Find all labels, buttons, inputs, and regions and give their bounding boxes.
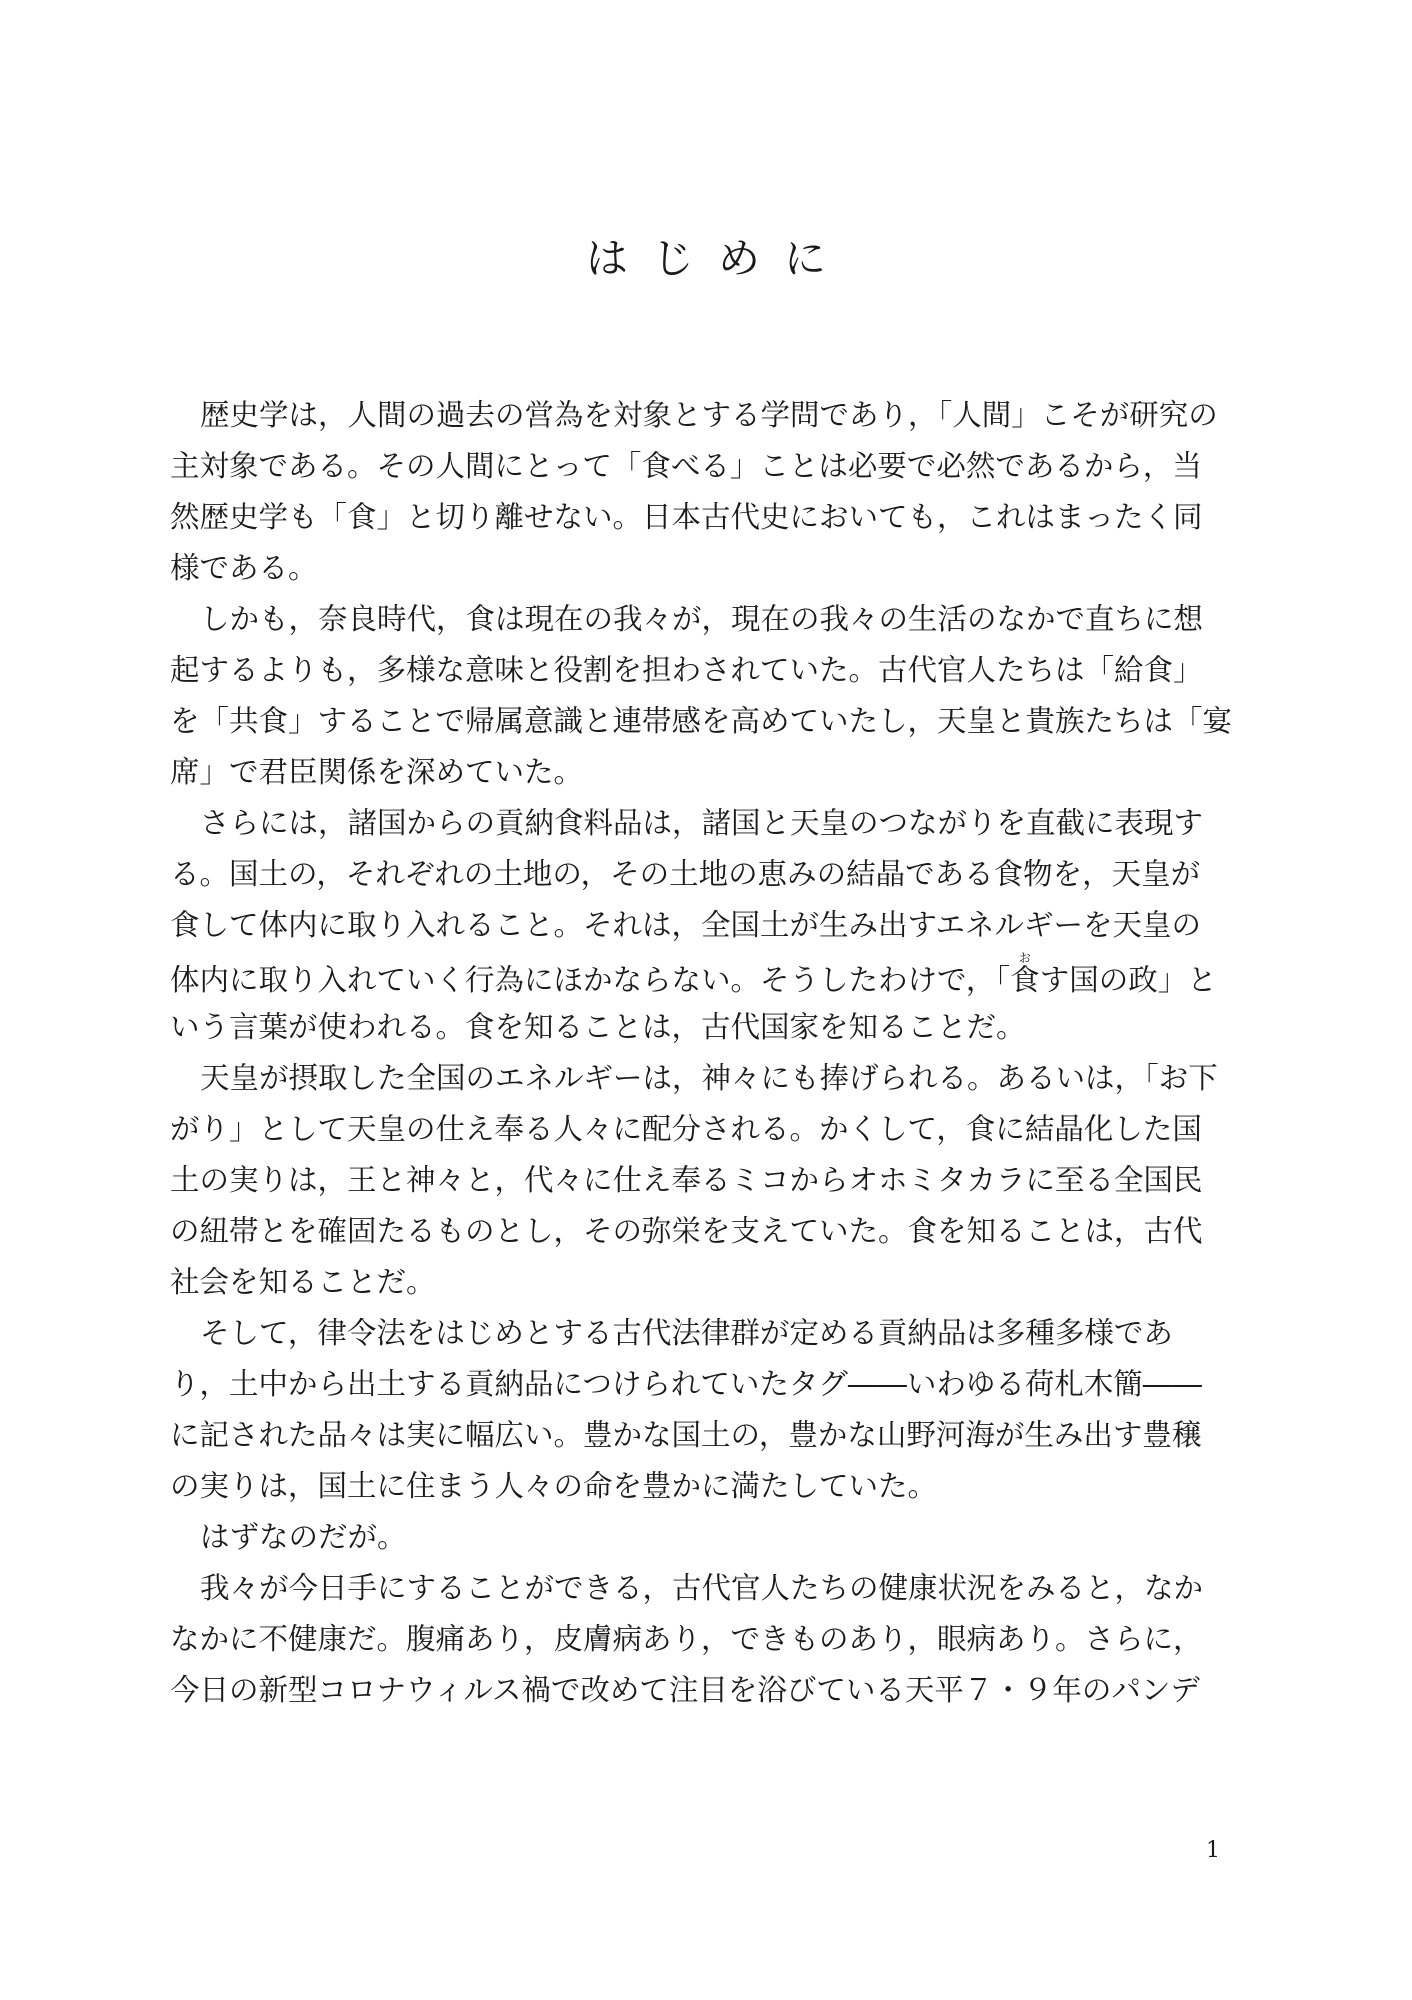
page-number: 1 [1206,1838,1220,1863]
text-line: 食して体内に取り入れること。それは，全国土が生み出すエネルギーを天皇の [170,908,1202,942]
text-line: いう言葉が使われる。食を知ることは，古代国家を知ることだ。 [170,1010,1026,1044]
text-line-with-ruby [170,951,1250,1002]
ruby-annotation [1010,951,1040,997]
text-line: 土の実りは，王と神々と，代々に仕え奉るミコからオホミタカラに至る全国民 [170,1163,1203,1197]
text-line: なかに不健康だ。腹痛あり，皮膚病あり，できものあり，眼病あり。さらに， [170,1622,1203,1656]
text-line: を「共食」することで帰属意識と連帯感を高めていたし，天皇と貴族たちは「宴 [170,704,1233,738]
text-line: 主対象である。その人間にとって「食べる」ことは必要で必然であるから，当 [170,449,1202,483]
text-line: 天皇が摂取した全国のエネルギーは，神々にも捧げられる。あるいは，「お下 [200,1061,1218,1095]
text-line: 様である。 [170,551,318,585]
ruby-reading: お [1010,951,1040,965]
text-line: 我々が今日手にすることができる，古代官人たちの健康状況をみると，なか [200,1571,1204,1605]
text-segment: 体内に取り入れていく行為にほかならない。そうしたわけで，「 [170,963,1011,997]
text-line: 然歴史学も「食」と切り離せない。日本古代史においても，これはまったく同 [170,500,1203,534]
text-line: さらには，諸国からの貢納食料品は，諸国と天皇のつながりを直截に表現す [200,806,1204,840]
text-line: 歴史学は，人間の過去の営為を対象とする学問であり，「人間」こそが研究の [200,398,1218,432]
body-text [170,390,1250,1716]
text-line: 席」で君臣関係を深めていた。 [170,755,584,789]
text-line: る。国土の，それぞれの土地の，その土地の恵みの結晶である食物を，天皇が [170,857,1201,891]
text-line: り，土中から出土する貢納品につけられていたタグ――いわゆる荷札木簡―― [170,1367,1202,1401]
text-line: 今日の新型コロナウィルス禍で改めて注目を浴びている天平７・９年のパンデ [170,1673,1200,1707]
text-line: 社会を知ることだ。 [170,1265,436,1299]
text-line: そして，律令法をはじめとする古代法律群が定める貢納品は多種多様であ [200,1316,1173,1350]
text-line: に記された品々は実に幅広い。豊かな国土の，豊かな山野河海が生み出す豊穣 [170,1418,1202,1452]
text-line: の紐帯とを確固たるものとし，その弥栄を支えていた。食を知ることは，古代 [170,1214,1203,1248]
text-line: しかも，奈良時代，食は現在の我々が，現在の我々の生活のなかで直ちに想 [200,602,1204,636]
text-line: がり」として天皇の仕え奉る人々に配分される。かくして，食に結晶化した国 [170,1112,1202,1146]
text-segment: す国の政」と [1039,963,1217,997]
text-line: の実りは，国土に住まう人々の命を豊かに満たしていた。 [170,1469,938,1503]
text-line: 起するよりも，多様な意味と役割を担わされていた。古代官人たちは「給食」 [170,653,1203,687]
page-title: はじめに [585,234,850,283]
ruby-base: 食 [1010,963,1040,997]
text-line: はずなのだが。 [200,1520,407,1554]
